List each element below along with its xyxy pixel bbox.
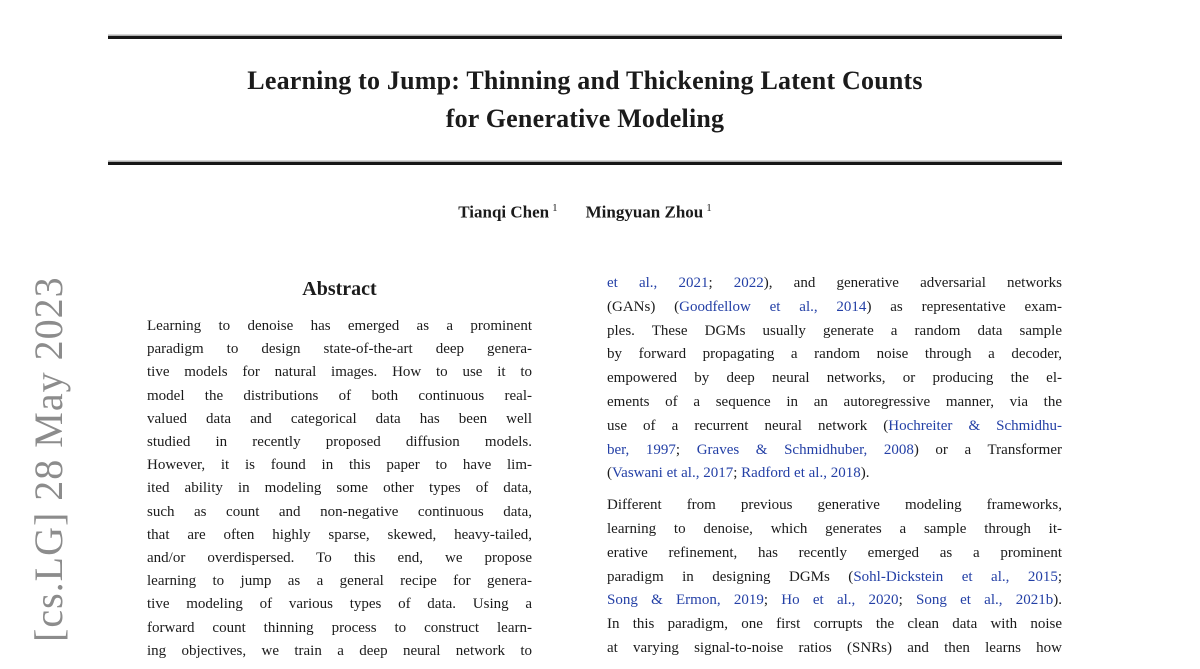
abstract-text-line: forward count thinning process to construct learn-: [147, 619, 532, 636]
abstract-text-line: that are often highly sparse, skewed, heavy-tailed,: [147, 526, 532, 543]
text-segment: ements of a sequence in an autoregressive manner, via the: [607, 393, 1062, 410]
body-text-line: [607, 439, 1062, 463]
citation-link[interactable]: Song et al., 2021b: [916, 592, 1054, 609]
text-segment: erative refinement, has recently emerged as a prominent: [607, 544, 1062, 561]
text-segment: ;: [763, 592, 782, 609]
text-segment: ).: [1053, 592, 1063, 609]
citation-link[interactable]: Graves & Schmidhuber, 2008: [696, 441, 914, 458]
body-text-line: [607, 320, 1062, 344]
text-segment: ) or a Transformer: [913, 441, 1062, 458]
citation-link[interactable]: et al., 2021: [607, 275, 709, 291]
citation-link[interactable]: Radford et al., 2018: [741, 465, 861, 482]
abstract-text-line: tive models for natural images. How to use it to: [147, 364, 532, 381]
paper-title-line1: Learning to Jump: Thinning and Thickening Latent Counts: [247, 66, 923, 95]
affiliation-superscript: 1: [552, 202, 558, 214]
body-text-line: [607, 296, 1062, 320]
text-segment: (GANs) (: [607, 298, 680, 315]
body-text-line: [607, 494, 1062, 518]
text-segment: ;: [708, 275, 734, 291]
text-segment: Different from previous generative modeling frameworks,: [607, 497, 1062, 514]
author-line: [108, 202, 1062, 223]
body-text-line: [607, 613, 1062, 637]
abstract-text-line: paradigm to design state-of-the-art deep genera-: [147, 341, 532, 358]
text-segment: use of a recurrent neural network (: [607, 417, 889, 434]
text-segment: learning to denoise, which generates a sample through it-: [607, 520, 1062, 537]
text-segment: ;: [733, 465, 742, 482]
abstract-text-line: and/or overdispersed. To this end, we propose: [147, 550, 532, 567]
body-text-line: [607, 637, 1062, 661]
body-text-line: [607, 542, 1062, 566]
author-name: Tianqi Chen $^1$: [458, 202, 558, 222]
text-segment: at varying signal-to-noise ratios (SNRs) and then learns how: [607, 639, 1062, 656]
text-segment: ples. These DGMs usually generate a random data sample: [607, 322, 1062, 339]
abstract-column: [147, 276, 532, 663]
citation-link[interactable]: Song & Ermon, 2019: [607, 592, 764, 609]
body-text-line: [607, 391, 1062, 415]
body-text-line: [607, 343, 1062, 367]
header-rule-top: [108, 36, 1062, 39]
citation-link[interactable]: Vaswani et al., 2017: [612, 465, 734, 482]
text-segment: ) as representative exam-: [866, 298, 1062, 315]
body-text-line: [607, 367, 1062, 391]
citation-link[interactable]: Goodfellow et al., 2014: [679, 298, 867, 315]
text-segment: by forward propagating a random noise through a decoder,: [607, 346, 1062, 363]
citation-link[interactable]: Ho et al., 2020: [781, 592, 899, 609]
text-segment: paradigm in designing DGMs (: [607, 568, 854, 585]
header-rule-bottom: [108, 162, 1062, 165]
body-text-line: [607, 272, 1062, 296]
body-paragraph: [607, 494, 1062, 661]
text-segment: ).: [860, 465, 870, 482]
text-segment: (: [607, 465, 612, 482]
text-segment: ), and generative adversarial networks: [763, 275, 1063, 291]
abstract-text-line: model the distributions of both continuous real-: [147, 387, 532, 404]
text-segment: ;: [898, 592, 916, 609]
body-paragraph: [607, 272, 1062, 486]
abstract-text-line: such as count and non-negative continuous data,: [147, 503, 532, 520]
paper-title-line2: for Generative Modeling: [445, 104, 725, 133]
citation-link[interactable]: 2022: [733, 275, 764, 291]
arxiv-category-date-stamp: [cs.LG] 28 May 2023: [26, 276, 71, 642]
abstract-text-line: ing objectives, we train a deep neural network to: [147, 642, 532, 659]
text-segment: In this paradigm, one first corrupts the clean data with noise: [607, 616, 1062, 633]
author-name: Mingyuan Zhou $^1$: [585, 202, 712, 222]
abstract-heading: Abstract: [302, 278, 377, 300]
abstract-text-line: valued data and categorical data has been well: [147, 410, 532, 427]
body-text-line: [607, 415, 1062, 439]
abstract-body: [147, 315, 532, 663]
body-text-line: [607, 589, 1062, 613]
text-segment: empowered by deep neural networks, or producing the el-: [607, 370, 1062, 387]
affiliation-superscript: 1: [706, 202, 712, 214]
text-segment: ;: [675, 441, 697, 458]
introduction-column: [607, 272, 1062, 669]
abstract-text-line: tive modeling of various types of data. Using a: [147, 596, 532, 613]
abstract-text-line: However, it is found in this paper to have lim-: [147, 457, 532, 474]
citation-link[interactable]: Sohl-Dickstein et al., 2015: [853, 568, 1058, 585]
citation-link[interactable]: ber, 1997: [607, 441, 676, 458]
abstract-text-line: ited ability in modeling some other types of data,: [147, 480, 532, 497]
paper-title: [108, 62, 1062, 138]
body-text-line: [607, 462, 1062, 486]
citation-link[interactable]: Hochreiter & Schmidhu-: [888, 417, 1062, 434]
body-text-line: [607, 518, 1062, 542]
abstract-text-line: studied in recently proposed diffusion models.: [147, 434, 532, 451]
abstract-text-line: Learning to denoise has emerged as a prominent: [147, 318, 532, 334]
text-segment: ;: [1057, 568, 1062, 585]
body-text-line: [607, 566, 1062, 590]
abstract-text-line: learning to jump as a general recipe for genera-: [147, 573, 532, 590]
